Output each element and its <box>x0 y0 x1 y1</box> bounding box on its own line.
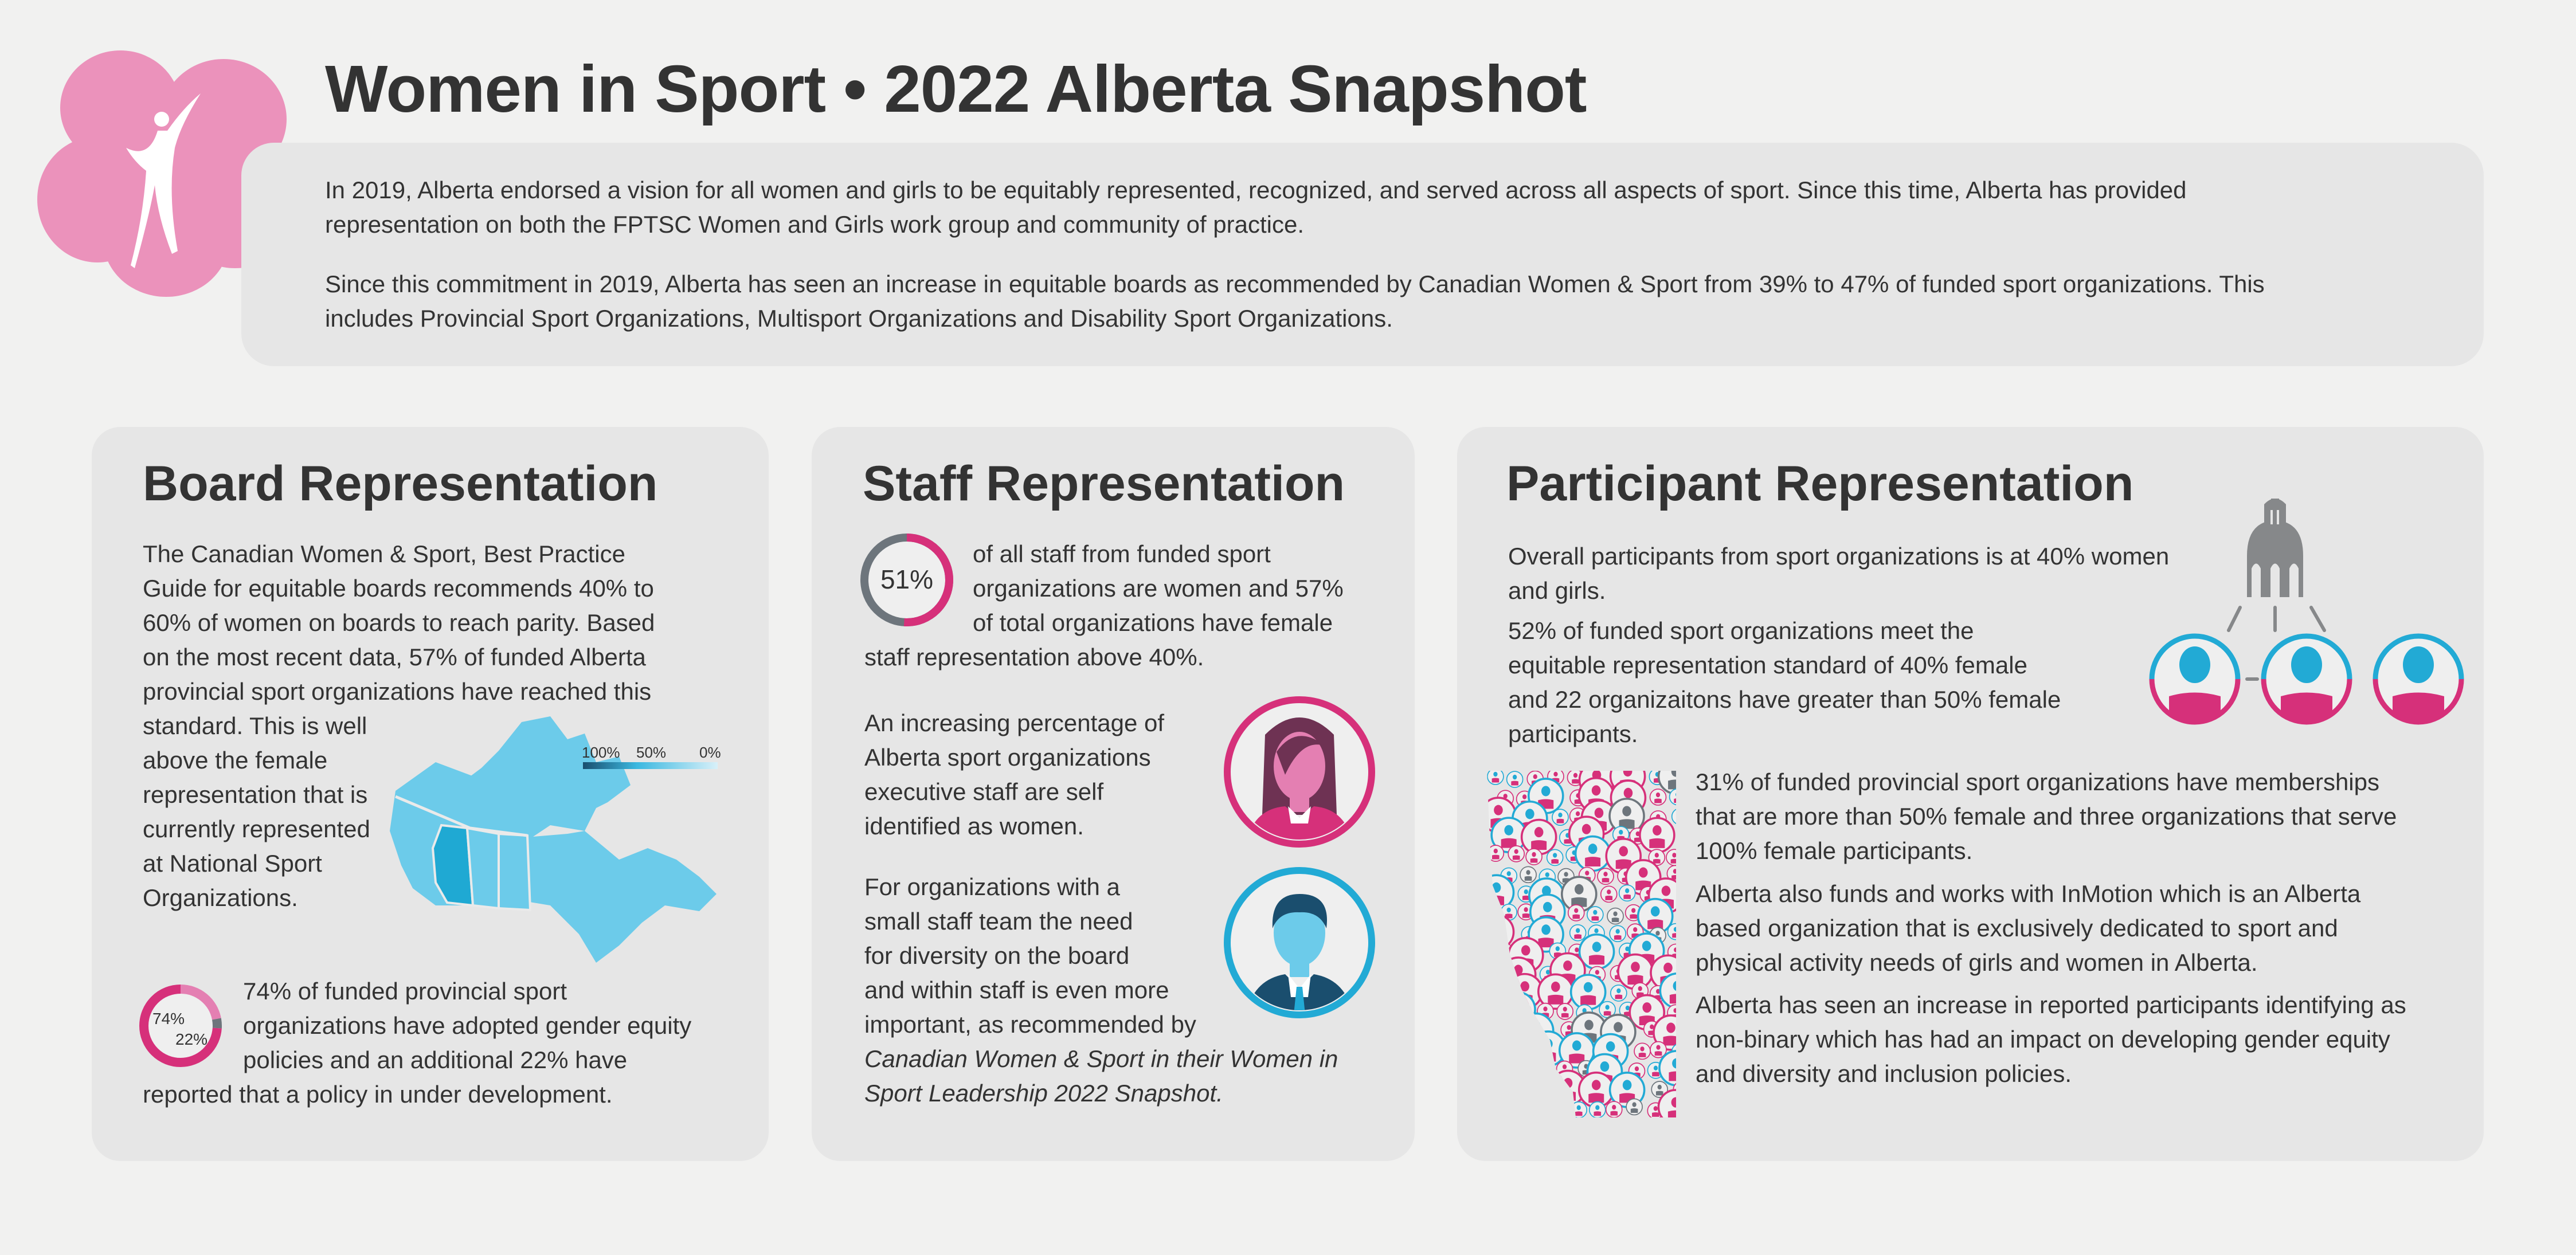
text-line: Alberta has seen an increase in reported participants identifying as <box>1696 991 2406 1018</box>
text-line: 52% of funded sport organizations meet the <box>1508 617 1974 644</box>
text-line: Alberta also funds and works with InMotion which is an Alberta <box>1696 880 2361 907</box>
text-line: 100% female participants. <box>1696 837 1973 864</box>
collage-person-icon <box>1518 1072 1552 1107</box>
collage-person-icon <box>1489 1080 1505 1096</box>
text-line: provincial sport organizations have reached this <box>143 678 652 705</box>
collage-person-icon <box>1490 1014 1525 1049</box>
text-line: currently represented <box>143 815 370 842</box>
canada-map-shape <box>390 716 717 963</box>
intro-paragraph-1 <box>325 173 2187 242</box>
page-title: Women in Sport • 2022 Alberta Snapshot <box>325 52 1587 126</box>
collage-person-icon <box>1668 924 1682 940</box>
intro-paragraph-2 <box>325 267 2265 336</box>
participant-paragraph-2 <box>1508 614 2061 751</box>
collage-person-icon <box>1576 837 1610 871</box>
text-line: small staff team the need <box>864 908 1133 935</box>
board-paragraph-1 <box>143 537 655 709</box>
text-line: In 2019, Alberta endorsed a vision for all women and girls to be equitably represented, recognized, and served across all aspects of sport. Since this time, Alberta has provided <box>325 177 2187 203</box>
text-line: standard. This is well <box>143 712 367 739</box>
collage-person-icon <box>1666 849 1682 865</box>
text-line: and girls. <box>1508 577 1606 604</box>
collage-person-icon <box>1618 955 1653 989</box>
participant-paragraph-3 <box>1696 765 2397 868</box>
collage-person-icon <box>1501 993 1535 1027</box>
text-line: 74% of funded provincial sport <box>243 978 567 1005</box>
participant-title: Participant Representation <box>1506 456 2134 511</box>
staff-paragraph-3-citation <box>864 1042 1338 1111</box>
text-line: participants. <box>1508 720 1638 747</box>
collage-person-icon <box>1606 1101 1622 1117</box>
staff-paragraph-2 <box>864 706 1164 844</box>
collage-person-icon <box>1508 974 1542 1009</box>
text-line: The Canadian Women & Sport, Best Practice <box>143 540 625 567</box>
collage-person-icon <box>1529 1102 1545 1118</box>
participant-paragraph-5 <box>1696 988 2406 1091</box>
alberta-participant-collage <box>1487 771 1682 1120</box>
collage-person-icon <box>1491 966 1508 982</box>
collage-person-icon <box>1619 885 1635 901</box>
text-line: at National Sport <box>143 850 322 877</box>
collage-person-icon <box>1650 789 1666 805</box>
collage-person-icon <box>1587 907 1603 923</box>
legend-low: 0% <box>699 744 721 761</box>
collage-person-icon <box>1497 1031 1532 1065</box>
staff-title: Staff Representation <box>863 456 1345 511</box>
person-circle-icon <box>2152 636 2238 722</box>
collage-person-icon <box>1487 915 1514 949</box>
text-line: includes Provincial Sport Organizations, Multisport Organizations and Disability Sport Organizations. <box>325 305 1393 332</box>
legend-high: 100% <box>582 744 620 761</box>
legend-mid: 50% <box>636 744 667 761</box>
board-title: Board Representation <box>143 456 658 511</box>
text-line: representation that is <box>143 781 368 808</box>
collage-person-icon <box>1634 1043 1650 1059</box>
board-paragraph-2 <box>243 974 691 1077</box>
text-line: Since this commitment in 2019, Alberta has seen an increase in equitable boards as recommended by Canadian Women & Sport from 39% to 47% of funded sport organizations. This <box>325 270 2265 297</box>
participant-paragraph-4 <box>1696 877 2360 980</box>
collage-person-icon <box>1610 925 1626 942</box>
text-line: for diversity on the board <box>864 942 1130 969</box>
text-line: Canadian Women & Sport in their Women in <box>864 1045 1338 1072</box>
text-line: Alberta sport organizations <box>864 744 1151 771</box>
collage-person-icon <box>1601 886 1617 902</box>
text-line: organizations have adopted gender equity <box>243 1012 692 1039</box>
text-line: and diversity and inclusion policies. <box>1696 1060 2072 1087</box>
canada-map <box>378 716 728 968</box>
person-circle-icon <box>2264 636 2350 722</box>
text-line: and 22 organizaitons have greater than 50% female <box>1508 686 2061 713</box>
text-line: organizations are women and 57% <box>973 575 1344 602</box>
text-line: Sport Leadership 2022 Snapshot. <box>864 1080 1223 1107</box>
donut-label-adopted: 74% <box>152 1010 185 1027</box>
text-line: of all staff from funded sport <box>973 540 1271 567</box>
text-line: representation on both the FPTSC Women and Girls work group and community of practice. <box>325 211 1305 238</box>
participant-paragraph-1 <box>1508 539 2169 608</box>
staff-paragraph-1-end: staff representation above 40%. <box>864 644 1204 670</box>
text-line: Overall participants from sport organizations is at 40% women <box>1508 543 2170 570</box>
board-paragraph-2-end: reported that a policy in under development. <box>143 1081 613 1108</box>
collage-person-icon <box>1598 868 1614 884</box>
text-line: identified as women. <box>864 813 1084 840</box>
text-line: based organization that is exclusively dedicated to sport and <box>1696 915 2338 942</box>
collage-person-icon <box>1571 975 1606 1009</box>
text-line: on the most recent data, 57% of funded Alberta <box>143 644 646 670</box>
collage-person-icon <box>1488 1090 1522 1120</box>
legend-gradient-bar <box>583 762 718 769</box>
collage-person-icon <box>1568 905 1584 921</box>
text-line: For organizations with a <box>864 873 1120 900</box>
board-paragraph-1-narrow <box>143 709 370 915</box>
text-line: executive staff are self <box>864 778 1104 805</box>
text-line: that are more than 50% female and three organizations that serve <box>1696 803 2397 830</box>
text-line: policies and an additional 22% have <box>243 1046 628 1073</box>
text-line: equitable representation standard of 40% female <box>1508 652 2027 679</box>
collage-person-icon <box>1670 789 1682 805</box>
text-line: Guide for equitable boards recommends 40% to <box>143 575 654 602</box>
collage-person-icon <box>1487 771 1504 785</box>
organization-network-diagram <box>2144 487 2476 728</box>
gender-equity-policy-donut <box>138 983 224 1069</box>
collage-person-icon <box>1507 771 1523 787</box>
collage-person-icon <box>1640 818 1674 852</box>
collage-person-icon <box>1547 849 1563 865</box>
donut-label-51: 51% <box>880 564 934 594</box>
staff-women-donut <box>860 533 954 628</box>
collage-person-icon <box>1557 1003 1573 1019</box>
collage-person-icon <box>1508 1080 1524 1096</box>
collage-person-icon <box>1611 985 1627 1001</box>
text-line: of total organizations have female <box>973 609 1333 636</box>
collage-person-icon <box>1520 866 1536 883</box>
man-avatar-icon <box>1222 865 1377 1020</box>
collage-person-icon <box>1626 1099 1642 1115</box>
collage-person-icon <box>1549 1101 1565 1117</box>
collage-person-icon <box>1590 1102 1606 1118</box>
text-line: and within staff is even more <box>864 976 1169 1003</box>
woman-avatar-icon <box>1222 695 1377 849</box>
text-line: above the female <box>143 747 328 774</box>
collage-person-icon <box>1522 820 1556 854</box>
text-line: important, as recommended by <box>864 1011 1196 1038</box>
donut-label-developing: 22% <box>175 1030 208 1048</box>
collage-person-icon <box>1501 904 1517 920</box>
collage-person-icon <box>1607 908 1623 924</box>
text-line: 31% of funded provincial sport organizations have memberships <box>1696 768 2380 795</box>
collage-person-icon <box>1487 1041 1503 1057</box>
collage-person-icon <box>1570 925 1586 941</box>
collage-person-icon <box>1571 1102 1587 1118</box>
text-line: An increasing percentage of <box>864 709 1165 736</box>
collage-person-icon <box>1520 1061 1536 1077</box>
text-line: 60% of women on boards to reach parity. Based <box>143 609 655 636</box>
text-line: non-binary which has had an impact on developing gender equity <box>1696 1026 2390 1053</box>
staff-paragraph-1 <box>973 537 1344 640</box>
person-circle-icon <box>2375 636 2461 722</box>
collage-person-icon <box>1508 846 1524 862</box>
collage-person-icon <box>1526 849 1542 865</box>
staff-paragraph-3 <box>864 870 1196 1042</box>
collage-person-icon <box>1537 1064 1553 1080</box>
text-line: physical activity needs of girls and women in Alberta. <box>1696 949 2258 976</box>
collage-person-icon <box>1497 983 1513 999</box>
collage-person-icon <box>1552 809 1568 825</box>
collage-person-icon <box>1498 1060 1514 1076</box>
collage-person-icon <box>1487 845 1504 861</box>
collage-person-icon <box>1580 935 1614 969</box>
collage-person-icon <box>1672 809 1682 825</box>
text-line: Organizations. <box>143 884 298 911</box>
collage-person-icon <box>1488 1005 1504 1021</box>
